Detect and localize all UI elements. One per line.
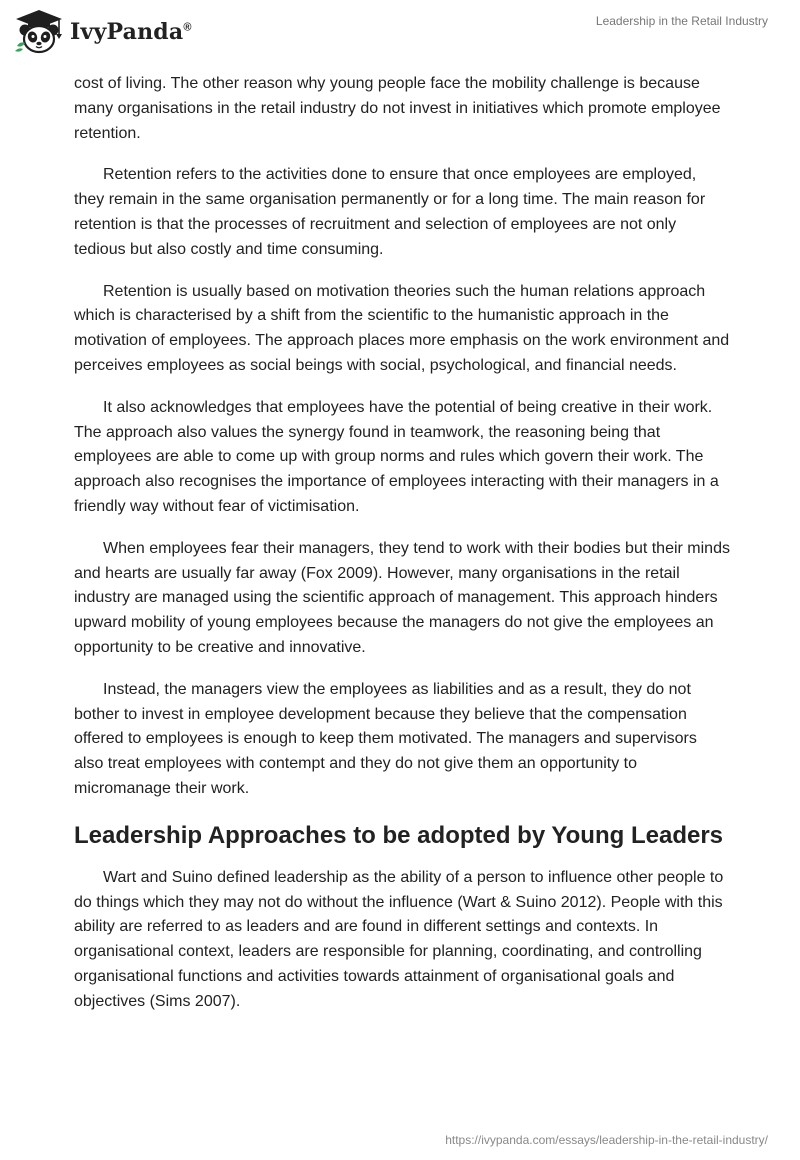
source-url[interactable]: https://ivypanda.com/essays/leadership-in-the-retail-industry/: [445, 1133, 768, 1147]
running-title: Leadership in the Retail Industry: [595, 14, 768, 28]
paragraph: Retention is usually based on motivation theories such the human relations approach which is characterised by a shift from the scientific to the humanistic approach in the motivation of employees. The approach places more emphasis on the work environment and perceives employees as social beings with social, psychological, and financial needs.: [74, 282, 730, 374]
panda-graduate-icon: [14, 8, 64, 54]
brand-text: IvyPanda: [70, 19, 184, 45]
ivypanda-logo[interactable]: [14, 8, 192, 54]
section-heading: Leadership Approaches to be adopted by Young Leaders: [74, 821, 724, 849]
brand-name: [70, 19, 192, 45]
paragraph: Instead, the managers view the employees as liabilities and as a result, they do not bother to invest in employee development because they believe that the compensation offered to employees is enough to keep them motivated. The managers and supervisors also treat employees with contempt and they do not give them an opportunity to micromanage their work.: [74, 680, 697, 797]
registered-mark: ®: [183, 21, 192, 34]
paragraph: Retention refers to the activities done to ensure that once employees are employed, they remain in the same organisation permanently or for a long time. The main reason for retention is that the processes of recruitment and selection of employees are not only tedious but also costly and time consuming.: [74, 166, 706, 258]
paragraph: cost of living. The other reason why young people face the mobility challenge is because many organisations in the retail industry do not invest in initiatives which promote employee retention.: [74, 75, 721, 142]
essay-body: [74, 72, 730, 1032]
page-header: [0, 0, 800, 70]
paragraph: Wart and Suino defined leadership as the ability of a person to influence other people to do things which they may not do without the influence (Wart & Suino 2012). People with this ability are referred to as leaders and are found in different settings and contexts. In organisational context, leaders are responsible for planning, coordinating, and controlling organisational functions and activities towards attainment of organisational goals and objectives (Sims 2007).: [74, 868, 724, 1010]
paragraph: When employees fear their managers, they tend to work with their bodies but their minds and hearts are usually far away (Fox 2009). However, many organisations in the retail industry are managed using the scientific approach of management. This approach hinders upward mobility of young employees because the managers do not give the employees an opportunity to be creative and innovative.: [74, 539, 730, 656]
paragraph: It also acknowledges that employees have the potential of being creative in their work. The approach also values the synergy found in teamwork, the reasoning being that employees are able to come up with group norms and rules which govern their work. The approach also recognises the importance of employees interacting with their managers in a friendly way without fear of victimisation.: [74, 398, 719, 515]
